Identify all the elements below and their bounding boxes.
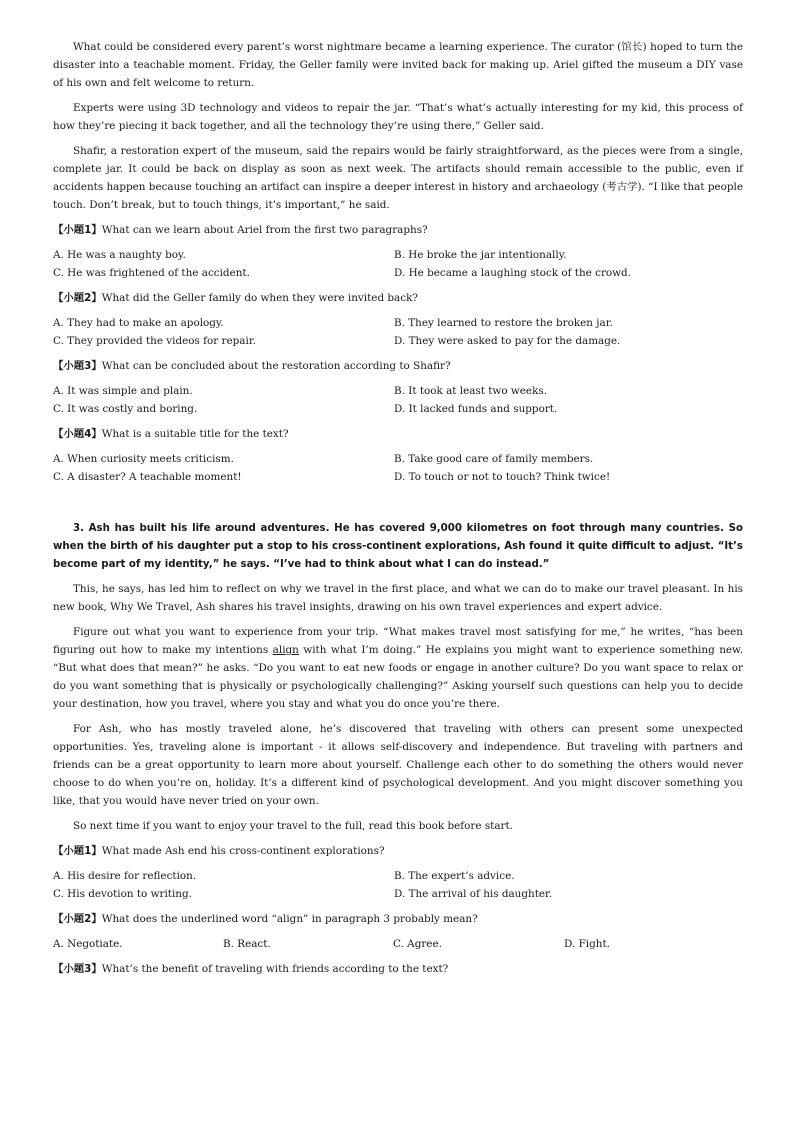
question-stem	[53, 289, 743, 307]
passage3-intro: 3. Ash has built his life around adventures. He has covered 9,000 kilometres on foot through many countries. So when the birth of his daughter put a stop to his cross-continent explorations, Ash found it quite difficult to adjust. “It’s become part of my identity,” he says. “I’ve had to think about what I can do instead.”	[53, 523, 743, 570]
question-stem	[53, 910, 743, 928]
question-stem	[53, 221, 743, 239]
question-tag: 【小题4】	[53, 428, 102, 440]
question-stem	[53, 842, 743, 860]
option-b: B. React.	[223, 938, 271, 950]
passage2-paragraph-2: Experts were using 3D technology and videos to repair the jar. “That’s what’s actually interesting for my kid, this process of how they’re piecing it back together, and all the technology they’re using there,” Geller said.	[53, 102, 743, 132]
option-b: B. The expert’s advice.	[394, 870, 515, 882]
passage2-paragraph-3: Shafir, a restoration expert of the museum, said the repairs would be fairly straightforward, as the pieces were from a single, complete jar. It could be back on display as soon as next week. The artifacts should remain accessible to the public, even if accidents happen because touching an artifact can inspire a deeper interest in history and archaeology (考古学). “I like that people touch. Don’t break, but to touch things, it’s important,” he said.	[53, 145, 743, 211]
underlined-word: align	[272, 644, 299, 656]
question-text: What does the underlined word “align” in paragraph 3 probably mean?	[101, 913, 478, 925]
passage3-paragraph-1: This, he says, has led him to reflect on why we travel in the first place, and what we can do to make our travel pleasant. In his new book, Why We Travel, Ash shares his travel insights, drawing on his own travel experiences and expert advice.	[53, 583, 743, 613]
option-d: D. Fight.	[564, 938, 610, 950]
question-tag: 【小题1】	[53, 845, 102, 857]
option-a: A. They had to make an apology.	[53, 317, 224, 329]
question-stem	[53, 960, 743, 978]
question-text: What made Ash end his cross-continent explorations?	[101, 845, 385, 857]
option-c: C. A disaster? A teachable moment!	[53, 471, 242, 483]
paragraph-text: Figure out what you want to experience from your trip. “What makes travel most satisfying for me,” he writes, “has been figuring out how to make my intentions	[53, 626, 743, 656]
option-a: A. His desire for reflection.	[53, 870, 197, 882]
paragraph-text: with what I’m doing.” He explains you might want to experience something new. “But what does that mean?” he asks. “Do you want to eat new foods or engage in another culture? Do you want space to relax or do you want something that is physically or psychologically challenging?” Asking yourself such questions can help you to decide your destination, how you travel, where you stay and what you do once you’re there.	[53, 644, 744, 710]
option-list	[53, 867, 743, 903]
question-tag: 【小题3】	[53, 963, 102, 975]
option-list	[53, 382, 743, 418]
option-d: D. They were asked to pay for the damage.	[394, 335, 621, 347]
question-text: What can we learn about Ariel from the first two paragraphs?	[101, 224, 428, 236]
question-text: What’s the benefit of traveling with friends according to the text?	[101, 963, 449, 975]
option-d: D. The arrival of his daughter.	[394, 888, 553, 900]
option-b: B. It took at least two weeks.	[394, 385, 548, 397]
option-b: B. He broke the jar intentionally.	[394, 249, 567, 261]
option-a: A. When curiosity meets criticism.	[53, 453, 234, 465]
question-tag: 【小题2】	[53, 913, 102, 925]
option-b: B. They learned to restore the broken jar.	[394, 317, 613, 329]
passage3-paragraph-2	[53, 623, 743, 713]
option-a: A. It was simple and plain.	[53, 385, 193, 397]
option-c: C. He was frightened of the accident.	[53, 267, 250, 279]
option-list	[53, 246, 743, 282]
passage2-paragraph-1: What could be considered every parent’s worst nightmare became a learning experience. The curator (馆长) hoped to turn the disaster into a teachable moment. Friday, the Geller family were invited back for making up. Ariel gifted the museum a DIY vase of his own and felt welcome to return.	[53, 41, 743, 89]
question-stem	[53, 425, 743, 443]
option-b: B. Take good care of family members.	[394, 453, 594, 465]
option-d: D. To touch or not to touch? Think twice!	[394, 471, 611, 483]
option-list	[53, 935, 743, 953]
question-text: What did the Geller family do when they were invited back?	[101, 292, 418, 304]
option-a: A. Negotiate.	[53, 938, 123, 950]
question-stem	[53, 357, 743, 375]
option-c: C. His devotion to writing.	[53, 888, 192, 900]
option-d: D. He became a laughing stock of the crowd.	[394, 267, 632, 279]
option-c: C. Agree.	[393, 938, 442, 950]
question-tag: 【小题3】	[53, 360, 102, 372]
option-list	[53, 450, 743, 486]
question-text: What can be concluded about the restoration according to Shafir?	[101, 360, 451, 372]
passage3-paragraph-3: For Ash, who has mostly traveled alone, he’s discovered that traveling with others can present some unexpected opportunities. Yes, traveling alone is important - it allows self-discovery and independence. But traveling with partners and friends can be a great opportunity to learn more about yourself. Challenge each other to do something the others would never choose to do when you’re on, holiday. It’s a different kind of psychological development. And you might discover something you like, that you would have never tried on your own.	[53, 723, 743, 807]
option-d: D. It lacked funds and support.	[394, 403, 558, 415]
option-list	[53, 314, 743, 350]
passage3-paragraph-4: So next time if you want to enjoy your travel to the full, read this book before start.	[73, 820, 513, 832]
option-a: A. He was a naughty boy.	[53, 249, 186, 261]
option-c: C. They provided the videos for repair.	[53, 335, 256, 347]
exam-page	[53, 38, 743, 985]
question-tag: 【小题1】	[53, 224, 102, 236]
question-tag: 【小题2】	[53, 292, 102, 304]
question-text: What is a suitable title for the text?	[101, 428, 289, 440]
option-c: C. It was costly and boring.	[53, 403, 198, 415]
